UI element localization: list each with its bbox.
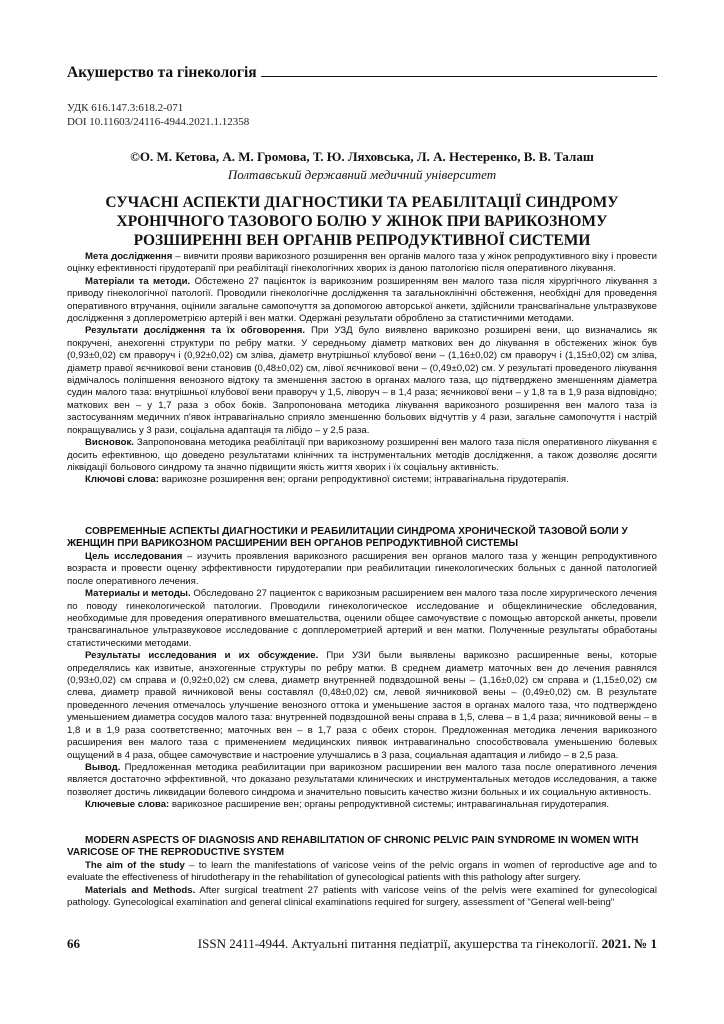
keywords-paragraph xyxy=(67,474,657,486)
article-meta xyxy=(67,101,249,129)
methods-label: Материалы и методы. xyxy=(85,588,191,600)
methods-label: Materials and Methods. xyxy=(85,884,196,896)
conclusion-text: Запропонована методика реабілітації при варикозному розширенні вен малого таза після оперативного лікування є досить ефективною, що доведено результатами клінічних та інструментальних методів дослідження, а також дозволяє досягти ліквідації больового синдрому та значно підвищити якість життя хворих і їх соціальну активність. xyxy=(67,437,657,473)
keywords-label: Ключевые слова: xyxy=(85,799,170,811)
methods-text: Обследовано 27 пациенток с варикозным расширением вен малого таза после хирургического лечения по поводу гинекологической патологии. Проводили гинекологическое исследование и общеклинические обследования, необходимые для проведения оперативного вмешательства, оценили общее самочувствие с помощью авторской анкеты, провели трансвагинальное ультразвуковое исследование с допплерометрией артерий и вен матки. Полученные результаты обработаны статистическими методами. xyxy=(67,588,658,649)
page-footer xyxy=(67,936,657,954)
page-number: 66 xyxy=(67,936,80,951)
journal-issue: 2021. № 1 xyxy=(601,936,657,951)
methods-paragraph xyxy=(67,276,657,326)
article-title-uk: СУЧАСНІ АСПЕКТИ ДІАГНОСТИКИ ТА РЕАБІЛІТАЦІЇ СИНДРОМУ ХРОНІЧНОГО ТАЗОВОГО БОЛЮ У ЖІНОК ПРИ ВАРИКОЗНОМУ РОЗШИРЕННІ ВЕН ОРГАНІВ РЕПРОДУКТИВНОЇ СИСТЕМИ xyxy=(105,194,619,249)
methods-text: After surgical treatment 27 patients with varicose veins of the pelvis were examined for gynecological pathology. Gynecological examination and general clinical examinations required for surgery, assessment of "General well-being" xyxy=(67,884,657,909)
keywords-text: варикозне розширення вен; органи репродуктивної системи; інтравагінальна гірудотерапія. xyxy=(158,474,569,486)
results-paragraph xyxy=(67,650,657,762)
aim-text: – изучить проявления варикозного расширения вен органов малого таза у женщин репродуктивного возраста и провести оценку эффективности гирудотерапии при реабилитации гинекологических больных с данной патологией после оперативного лечения. xyxy=(67,551,657,587)
abstract-ru xyxy=(67,551,657,812)
abstract-en xyxy=(67,860,657,910)
conclusion-label: Вывод. xyxy=(85,761,121,773)
udk-code: УДК 616.147.3:618.2-071 xyxy=(67,102,184,114)
conclusion-paragraph xyxy=(67,437,657,474)
journal-citation xyxy=(198,936,657,952)
conclusion-paragraph xyxy=(67,762,657,799)
aim-paragraph xyxy=(67,251,657,276)
aim-text: – to learn the manifestations of varicose veins of the pelvic organs in women of reproductive age and to evaluate the effectiveness of hirudotherapy in the rehabilitation of gynecological patients with this pathology after surgery. xyxy=(67,860,657,884)
results-label: Результати дослідження та їх обговорення. xyxy=(85,325,306,337)
keywords-text: варикозное расширение вен; органы репродуктивной системы; интравагинальная гирудотерапия. xyxy=(169,799,610,811)
results-text: При УЗИ были выявлены варикозно расширенные вены, которые определялись как извитые, анэхогенные структуры по ребру матки. В среднем диаметр маточных вен до лечения равнялся (0,93±0,02) см справа и (0,92±0,02) см слева, диаметр внутренней подвздошной вены – (1,16±0,02) см справа и (1,15±0,02) см слева, диаметр правой яичниковой вены составлял (0,48±0,02) см, левой яичниковой вены – (0,49±0,02) см. В результате проведенного лечения отмечалось улучшение венозного оттока и уменьшение застоя в органах малого таза, что подтверждено уменьшением диаметра сосудов малого таза: внутренней подвздошной вены справа в 1,5, слева – в 1,4 раза; яичниковой вены – в 1,8 и в 1,9 раза соответственно; маточных вен – в 1,7 раза с обеих сторон. Предложенная методика лечения варикозного расширения вен малого таза с применением медицинских пиявок интравагинально способствовала уменьшению болевых ощущений в 4 раза, общее самочувствие и настроение улучшались в 3 раза, социальная адаптация и либидо – в 2,5 раза. xyxy=(67,650,657,761)
methods-label: Матеріали та методи. xyxy=(85,275,191,287)
doi: DOI 10.11603/24116-4944.2021.1.12358 xyxy=(67,116,250,128)
methods-paragraph xyxy=(67,588,657,650)
conclusion-label: Висновок. xyxy=(85,437,134,449)
aim-paragraph xyxy=(67,551,657,588)
results-text: При УЗД було виявлено варикозно розширені вени, що визначались як покручені, анехогенні структури по ребру матки. У середньому діаметр маткових вен до лікування в обстежених жінок був (0,93±0,02) см праворуч і (0,92±0,02) см зліва, діаметр внутрішньої клубової вени – (1,16±0,02) см праворуч і (1,15±0,02) см зліва, діаметр правої яєчникової вени становив (0,48±0,02) см, лівої яєчникової вени – (0,49±0,02) см. У результаті проведеного лікування відмічалось поліпшення венозного відтоку та зменшення застою в органах малого таза, що підтверджено зменшенням діаметра судин малого таза: внутрішньої клубової вени праворуч у 1,5, ліворуч – в 1,4 раза; яєчникової вени – у 1,8 та в 1,9 раза відповідно; маткових вен – у 1,7 раза з обох боків. Запропонована методика лікування варикозного розширення вен малого таза із застосуванням медичних п'явок інтравагінально сприяло зменшенню больових відчуттів у 4 рази, загальне самопочуття і настрій покращувались у 3 рази, соціальна адаптація та лібідо – у 2,5 раза. xyxy=(67,325,657,436)
affiliation: Полтавський державний медичний університет xyxy=(227,167,497,182)
authors: ©О. М. Кетова, А. М. Громова, Т. Ю. Ляховська, Л. А. Нестеренко, В. В. Талаш xyxy=(130,149,594,164)
methods-text: Обстежено 27 пацієнток із варикозним розширенням вен малого таза після хірургічного лікування з приводу гінекологічної патології. Проводили гінекологічне дослідження та загальноклінічні обстеження, необхідні для проведення оперативного втручання, оцінили загальне самопочуття за допомогою авторської анкети, здійснили трансвагінальне ультразвукове дослідження з доплерометрією артерій і вен матки. Одержані результати оброблено за статистичними методами. xyxy=(67,275,657,325)
journal-section-title: Акушерство та гінекологія xyxy=(67,64,261,82)
aim-paragraph xyxy=(67,860,657,885)
abstract-uk xyxy=(67,251,657,487)
article-title-ru: СОВРЕМЕННЫЕ АСПЕКТЫ ДИАГНОСТИКИ И РЕАБИЛИТАЦИИ СИНДРОМА ХРОНИЧЕСКОЙ ТАЗОВОЙ БОЛИ У ЖЕНЩИН ПРИ ВАРИКОЗНОМ РАСШИРЕНИИ ВЕН ОРГАНОВ РЕПРОДУКТИВНОЙ СИСТЕМЫ xyxy=(67,526,628,550)
journal-name: ISSN 2411-4944. Актуальні питання педіатрії, акушерства та гінекології. xyxy=(197,936,599,951)
aim-label: Цель исследования xyxy=(85,551,183,562)
keywords-label: Ключові слова: xyxy=(85,474,159,486)
methods-paragraph xyxy=(67,885,657,910)
results-label: Результаты исследования и их обсуждение. xyxy=(85,650,319,662)
aim-label: Мета дослідження xyxy=(85,251,173,262)
article-title-en: MODERN ASPECTS OF DIAGNOSIS AND REHABILITATION OF CHRONIC PELVIC PAIN SYNDROME IN WOMEN WITH VARICOSE OF THE REPRODUCTIVE SYSTEM xyxy=(67,835,639,859)
keywords-paragraph xyxy=(67,799,657,811)
running-header xyxy=(67,64,657,84)
aim-text: – вивчити прояви варикозного розширення вен органів малого таза у жінок репродуктивного віку і провести оцінку ефективності гірудотерапії при реабілітації гінекологічних хворих із даною патологією після оперативного лікування. xyxy=(67,251,658,275)
aim-label: The aim of the study xyxy=(85,860,185,871)
conclusion-text: Предложенная методика реабилитации при варикозном расширении вен малого таза после оперативного лечения является достаточно эффективной, что доказано результатами клинических и инструментальных методов исследования, а также позволяет достичь ликвидации болевого синдрома и значительно повысить качество жизни больных и их социальную активность. xyxy=(67,761,657,798)
results-paragraph xyxy=(67,325,657,437)
